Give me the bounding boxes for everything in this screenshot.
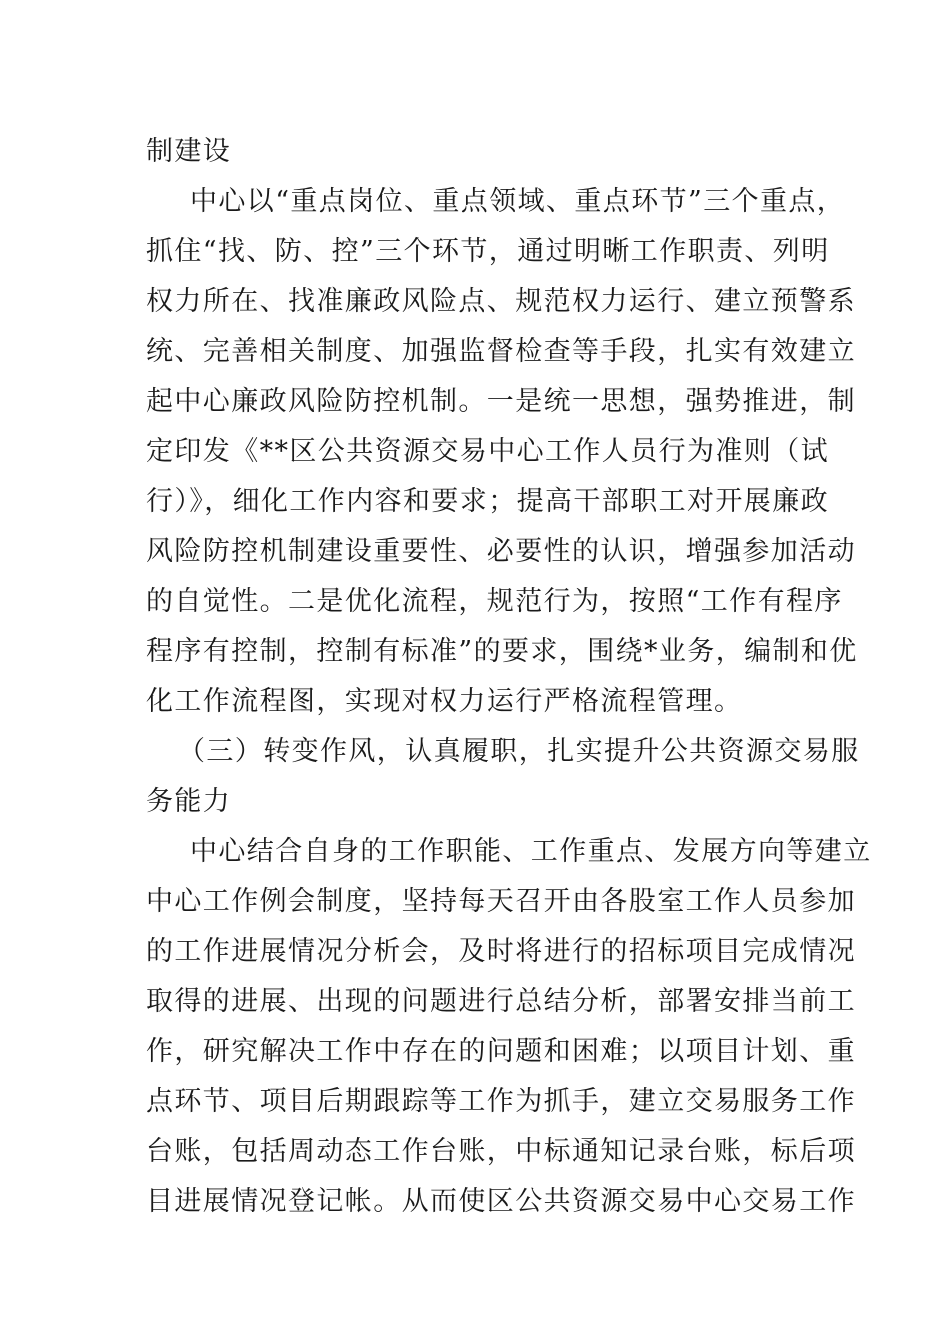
text-line: 起中心廉政风险防控机制。一是统一思想，强势推进，制 [146,386,856,417]
text-line: 的自觉性。二是优化流程，规范行为，按照“工作有程序 [146,586,843,617]
text-line: 目进展情况登记帐。从而使区公共资源交易中心交易工作 [146,1186,856,1217]
text-line: 的工作进展情况分析会，及时将进行的招标项目完成情况 [146,936,856,967]
text-line: 抓住“找、防、控”三个环节，通过明晰工作职责、列明 [146,236,830,267]
text-line: 统、完善相关制度、加强监督检查等手段，扎实有效建立 [146,336,856,367]
text-line: 中心工作例会制度，坚持每天召开由各股室工作人员参加 [146,886,856,917]
text-line: 风险防控机制建设重要性、必要性的认识，增强参加活动 [146,536,856,567]
text-line: 定印发《**区公共资源交易中心工作人员行为准则（试 [146,436,829,467]
section-heading-line: （三）转变作风，认真履职，扎实提升公共资源交易服 [178,736,860,767]
text-line: 程序有控制，控制有标准”的要求，围绕*业务，编制和优 [146,636,858,667]
text-line: 点环节、项目后期跟踪等工作为抓手，建立交易服务工作 [146,1086,856,1117]
text-line: 台账，包括周动态工作台账，中标通知记录台账，标后项 [146,1136,856,1167]
text-line: 行）》，细化工作内容和要求；提高干部职工对开展廉政 [146,486,829,517]
text-line: 化工作流程图，实现对权力运行严格流程管理。 [146,686,743,717]
paragraph-start-line: 中心以“重点岗位、重点领域、重点环节”三个重点， [190,186,846,217]
section-heading-line: 务能力 [146,786,232,817]
text-line: 权力所在、找准廉政风险点、规范权力运行、建立预警系 [146,286,856,317]
text-line: 取得的进展、出现的问题进行总结分析，部署安排当前工 [146,986,856,1017]
text-line: 制建设 [146,136,232,167]
text-line: 作，研究解决工作中存在的问题和困难；以项目计划、重 [146,1036,856,1067]
paragraph-start-line: 中心结合自身的工作职能、工作重点、发展方向等建立 [190,836,872,867]
